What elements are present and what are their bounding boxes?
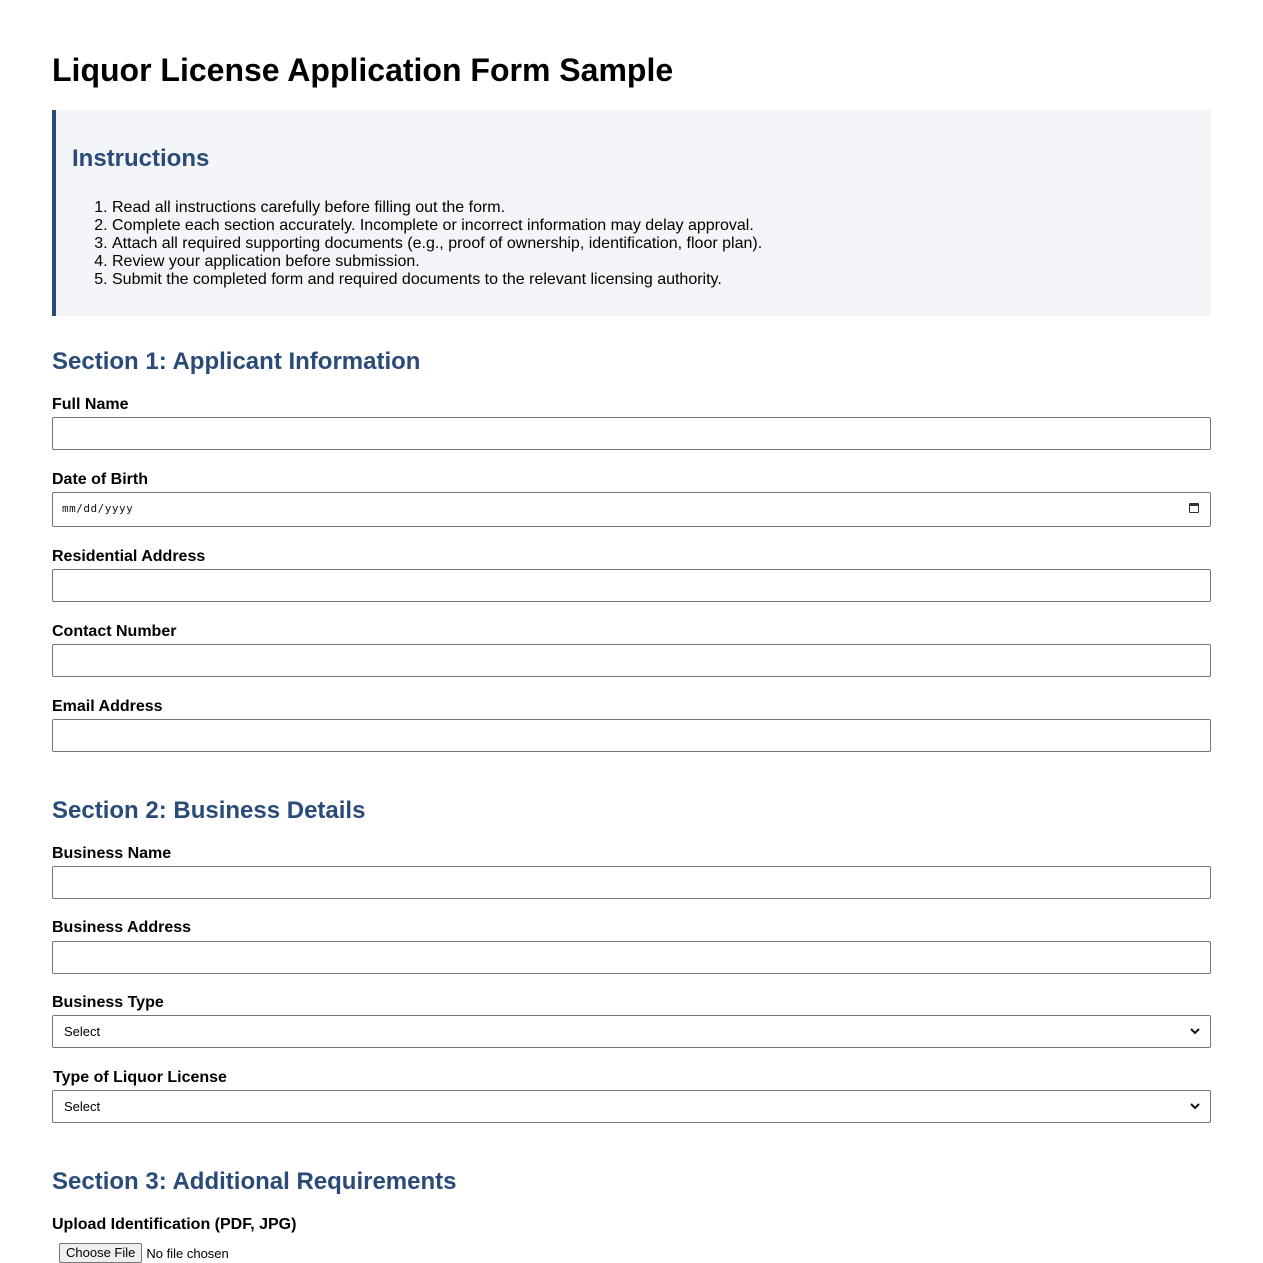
section-2-title: Section 2: Business Details [52, 797, 366, 824]
business-type-label: Business Type [52, 994, 164, 1011]
upload-id-label: Upload Identification (PDF, JPG) [52, 1216, 297, 1233]
business-type-value: Select [64, 1024, 101, 1039]
dob-placeholder: mm/dd/yyyy [62, 502, 134, 515]
choose-file-button[interactable]: Choose File [59, 1243, 142, 1263]
business-address-input[interactable] [52, 941, 1211, 974]
dob-input[interactable] [52, 492, 1211, 527]
section-1-title: Section 1: Applicant Information [52, 348, 421, 375]
full-name-label: Full Name [52, 396, 129, 413]
page [0, 0, 1263, 316]
contact-number-input[interactable] [52, 644, 1211, 677]
business-address-label: Business Address [52, 919, 192, 936]
file-status: No file chosen [146, 1245, 229, 1261]
calendar-icon[interactable] [1189, 503, 1199, 513]
business-name-input[interactable] [52, 866, 1211, 899]
instructions-heading: Instructions [72, 145, 210, 172]
instructions-panel [52, 110, 1211, 316]
license-type-select[interactable] [52, 1090, 1211, 1123]
license-type-value: Select [64, 1099, 101, 1114]
contact-number-label: Contact Number [52, 623, 177, 640]
page-title: Liquor License Application Form Sample [52, 52, 674, 88]
upload-id-file-input[interactable] [52, 1243, 229, 1263]
residential-address-input[interactable] [52, 569, 1211, 602]
instruction-item: 1. Read all instructions carefully before filling out the form. [112, 199, 1195, 217]
business-name-label: Business Name [52, 845, 172, 862]
instructions-list [72, 199, 1195, 289]
instruction-item: 3. Attach all required supporting documents (e.g., proof of ownership, identification, floor plan). [112, 235, 1195, 253]
section-3-title: Section 3: Additional Requirements [52, 1168, 457, 1195]
chevron-down-icon [1189, 1100, 1201, 1112]
instruction-item: 4. Review your application before submission. [112, 253, 1195, 271]
instruction-item: 2. Complete each section accurately. Incomplete or incorrect information may delay approval. [112, 217, 1195, 235]
email-input[interactable] [52, 719, 1211, 752]
email-label: Email Address [52, 698, 163, 715]
residential-address-label: Residential Address [52, 548, 206, 565]
chevron-down-icon [1189, 1025, 1201, 1037]
dob-label: Date of Birth [52, 471, 148, 488]
full-name-input[interactable] [52, 417, 1211, 450]
instruction-item: 5. Submit the completed form and required documents to the relevant licensing authority. [112, 271, 1195, 289]
business-type-select[interactable] [52, 1015, 1211, 1048]
license-type-label: Type of Liquor License [53, 1069, 227, 1086]
